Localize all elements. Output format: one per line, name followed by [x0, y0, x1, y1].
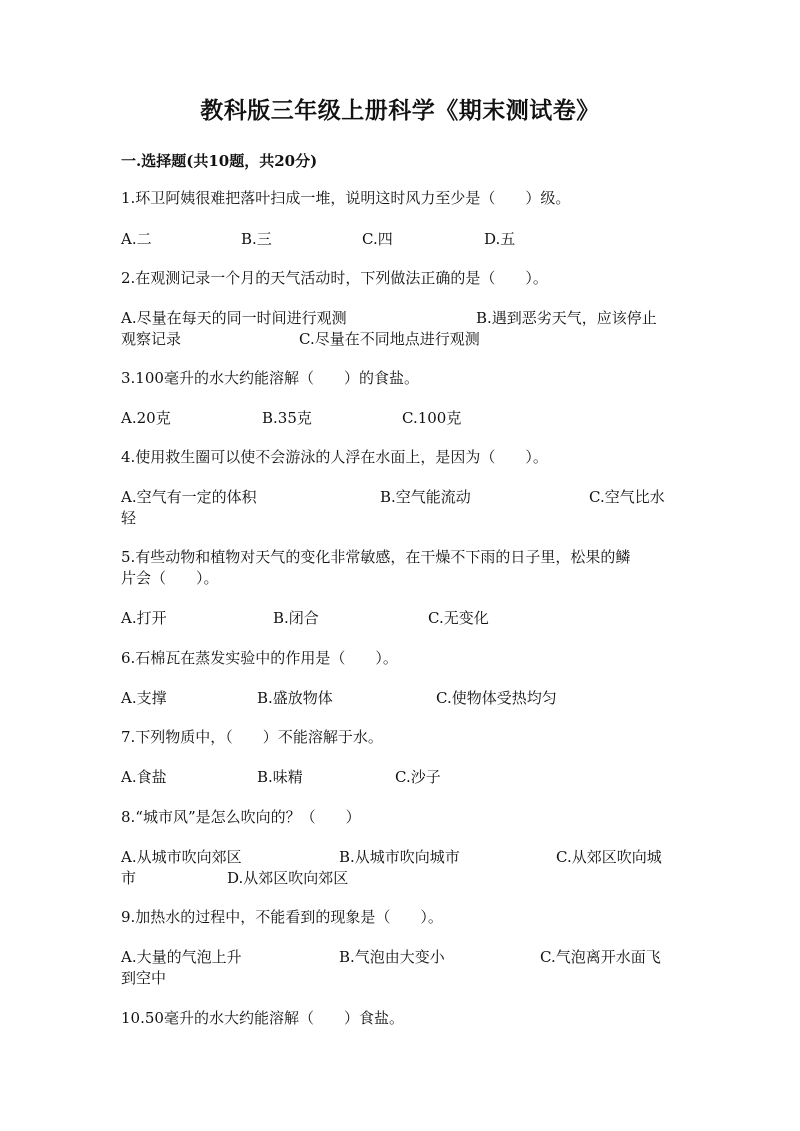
question-1-option-b: B.三 — [241, 230, 272, 248]
question-5-stem-line-2: 片会（ ）。 — [121, 569, 219, 587]
question-7-option-b: B.味精 — [257, 768, 303, 786]
question-3-option-c: C.100克 — [402, 409, 462, 427]
question-3-option-a: A.20克 — [121, 409, 171, 427]
question-4-option-b: B.空气能流动 — [380, 488, 471, 506]
question-6-stem: 6.石棉瓦在蒸发实验中的作用是（ ）。 — [121, 649, 398, 667]
question-9-stem: 9.加热水的过程中，不能看到的现象是（ ）。 — [121, 908, 443, 926]
question-9-option-b: B.气泡由大变小 — [339, 948, 445, 966]
question-8-option-c-continued: 市 — [121, 869, 137, 887]
question-9-option-c: C.气泡离开水面飞 — [540, 948, 661, 966]
question-7-option-a: A.食盐 — [121, 768, 167, 786]
question-7-option-c: C.沙子 — [395, 768, 441, 786]
question-9-option-a: A.大量的气泡上升 — [121, 948, 242, 966]
question-7-stem: 7.下列物质中，（ ）不能溶解于水。 — [121, 728, 383, 746]
question-5-stem-line-1: 5.有些动物和植物对天气的变化非常敏感，在干燥不下雨的日子里，松果的鳞 — [121, 548, 631, 566]
question-6-option-c: C.使物体受热均匀 — [436, 689, 557, 707]
question-2-option-c: C.尽量在不同地点进行观测 — [299, 330, 480, 348]
question-1-option-d: D.五 — [484, 230, 516, 248]
question-4-option-c-continued: 轻 — [121, 509, 137, 527]
question-2-option-a: A.尽量在每天的同一时间进行观测 — [121, 309, 347, 327]
question-8-stem: 8.“城市风”是怎么吹向的？（ ） — [121, 808, 361, 826]
question-9-option-c-continued: 到空中 — [121, 969, 167, 987]
question-5-option-c: C.无变化 — [428, 609, 489, 627]
question-6-option-b: B.盛放物体 — [257, 689, 333, 707]
question-6-option-a: A.支撑 — [121, 689, 167, 707]
question-5-option-b: B.闭合 — [273, 609, 319, 627]
page-title: 教科版三年级上册科学《期末测试卷》 — [200, 97, 600, 124]
question-1-stem: 1.环卫阿姨很难把落叶扫成一堆，说明这时风力至少是（ ）级。 — [121, 189, 571, 207]
question-2-option-b-continued: 观察记录 — [121, 330, 182, 348]
question-8-option-b: B.从城市吹向城市 — [339, 848, 460, 866]
question-4-option-c: C.空气比水 — [589, 488, 665, 506]
question-8-option-d: D.从郊区吹向郊区 — [227, 869, 349, 887]
question-2-option-b: B.遇到恶劣天气，应该停止 — [476, 309, 657, 327]
question-4-stem: 4.使用救生圈可以使不会游泳的人浮在水面上，是因为（ ）。 — [121, 448, 548, 466]
question-3-option-b: B.35克 — [262, 409, 312, 427]
section-header: 一.选择题(共10题，共20分) — [121, 152, 318, 170]
question-8-option-a: A.从城市吹向郊区 — [121, 848, 242, 866]
question-5-option-a: A.打开 — [121, 609, 167, 627]
question-4-option-a: A.空气有一定的体积 — [121, 488, 257, 506]
question-10-stem: 10.50毫升的水大约能溶解（ ）食盐。 — [121, 1009, 404, 1027]
question-2-stem: 2.在观测记录一个月的天气活动时，下列做法正确的是（ ）。 — [121, 269, 548, 287]
question-3-stem: 3.100毫升的水大约能溶解（ ）的食盐。 — [121, 369, 419, 387]
question-8-option-c: C.从郊区吹向城 — [556, 848, 662, 866]
question-1-option-a: A.二 — [121, 230, 152, 248]
question-1-option-c: C.四 — [362, 230, 393, 248]
